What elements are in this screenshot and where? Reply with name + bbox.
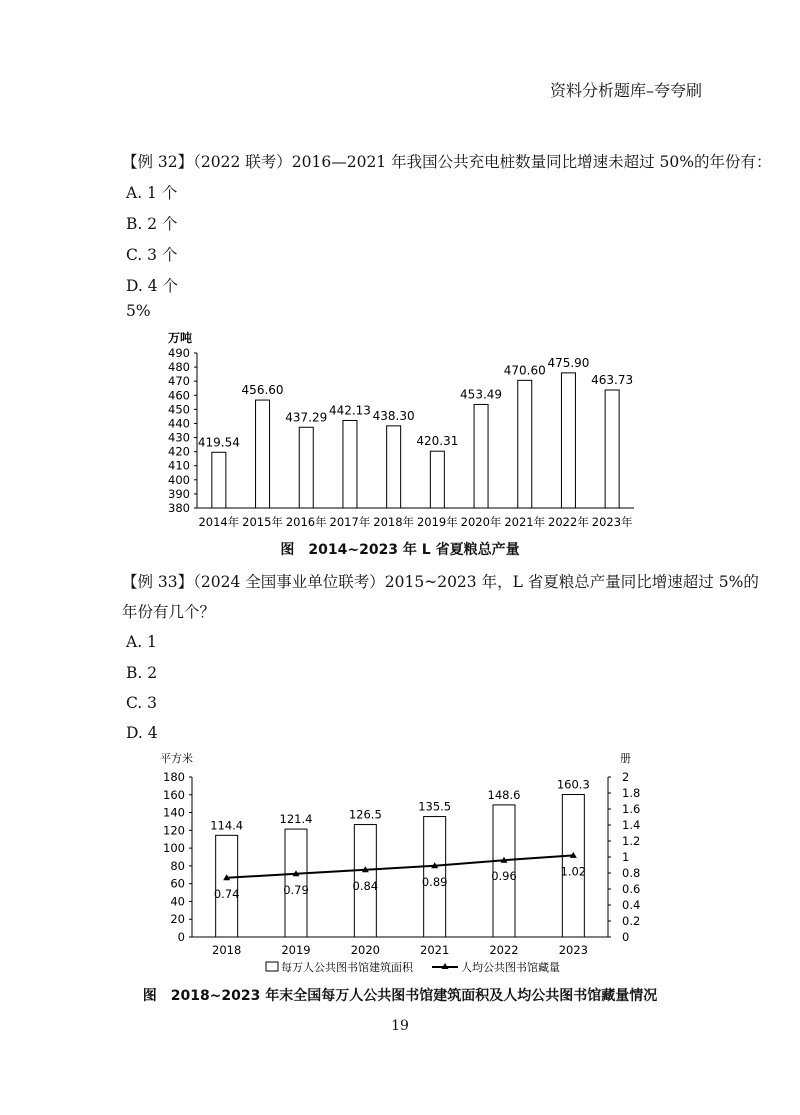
chart1-data-label: 470.60 [503,363,546,378]
chart1-x-tick-label: 2017年 [329,515,371,529]
chart1-bar [256,400,270,508]
chart2-right-tick-label: 1.6 [622,802,641,816]
q32-option-b: B. 2 个 [126,215,178,233]
chart1-x-tick-label: 2021年 [504,515,546,529]
chart2-left-tick-label: 180 [163,770,185,784]
chart2-right-tick-label: 0.2 [622,914,641,928]
chart1-data-label: 453.49 [460,387,503,402]
q32-note: 5% [126,302,151,320]
chart1-data-label: 420.31 [416,434,459,449]
chart2-x-tick-label: 2020 [350,943,380,957]
chart1-bar [605,390,619,508]
q32-option-d: D. 4 个 [126,277,179,295]
chart1-bar [561,373,575,508]
chart1-x-tick-label: 2016年 [285,515,327,529]
chart2-left-tick-label: 20 [170,912,185,927]
chart1-y-tick-label: 390 [168,486,190,501]
chart2-bar-label: 148.6 [487,787,521,802]
q33-stem-line1: 【例 33】（2024 全国事业单位联考）2015~2023 年，L 省夏粮总产量同比增速超过 5%的 [122,573,759,591]
chart1-x-tick-label: 2022年 [548,515,589,529]
chart1-y-tick-label: 460 [168,388,190,403]
chart2-x-tick-label: 2022 [489,943,519,957]
q32-stem: 【例 32】（2022 联考）2016—2021 年我国公共充电桩数量同比增速未超过 50%的年份有： [122,153,772,171]
chart1-bar [474,404,488,508]
chart2-left-tick-label: 40 [170,894,185,909]
chart2-bar-label: 126.5 [348,807,382,822]
chart1-bar [343,420,357,508]
chart1-y-tick-label: 450 [168,402,190,417]
q33-option-b: B. 2 [126,664,158,682]
chart2-x-tick-label: 2018 [212,943,242,957]
chart2-bar-label: 121.4 [279,812,313,827]
chart1-x-tick-label: 2019年 [416,515,458,529]
chart2-right-tick-label: 1.4 [622,818,641,832]
chart1-data-label: 437.29 [285,410,328,425]
q33-option-d: D. 4 [126,724,158,742]
chart2-bar-label: 160.3 [556,777,590,792]
chart1-x-tick-label: 2018年 [373,515,415,529]
chart2-left-tick-label: 120 [163,823,185,838]
chart1-bar [299,427,313,508]
chart1-data-label: 442.13 [328,403,371,418]
chart1-y-tick-label: 420 [168,444,190,459]
chart2-left-unit: 平方米 [160,752,193,765]
chart2-left-tick-label: 0 [177,930,185,944]
chart1-data-label: 419.54 [197,435,240,450]
q33-option-c: C. 3 [126,694,158,712]
library-combo-chart [0,745,800,985]
chart2-left-tick-label: 100 [163,841,185,856]
page-number: 19 [391,1018,409,1034]
chart1-data-label: 475.90 [547,355,590,370]
q32-option-c: C. 3 个 [126,246,178,264]
chart2-line-label: 0.96 [491,869,517,884]
chart1-bar [430,451,444,508]
chart1-caption: 图 2014~2023 年 L 省夏粮总产量 [280,542,520,558]
chart2-right-unit: 册 [620,752,631,765]
chart1-y-unit: 万吨 [168,331,193,345]
chart1-x-tick-label: 2015年 [242,515,283,529]
chart2-right-tick-label: 0.4 [622,898,641,912]
chart2-right-tick-label: 1.2 [622,834,641,848]
chart1-x-tick-label: 2020年 [460,515,502,529]
chart1-bar [212,452,226,508]
chart2-line-label: 0.79 [283,882,309,897]
chart1-y-tick-label: 380 [168,501,190,515]
chart2-legend-line-label: 人均公共图书馆藏量 [461,961,560,974]
chart1-x-tick-label: 2014年 [198,515,240,529]
chart2-legend-bar-swatch [266,962,278,971]
chart2-left-tick-label: 140 [163,805,185,820]
chart2-line-label: 0.84 [352,878,379,893]
chart2-bar-label: 114.4 [210,818,244,833]
chart1-y-tick-label: 470 [168,374,190,389]
chart2-left-tick-label: 60 [170,876,185,891]
chart1-bar [518,380,532,508]
chart2-right-tick-label: 2 [622,770,630,784]
page-header: 资料分析题库–夸夸刷 [549,81,702,100]
chart1-data-label: 463.73 [591,373,634,388]
chart1-y-tick-label: 400 [168,472,190,487]
chart2-left-tick-label: 160 [163,787,185,802]
chart1-y-tick-label: 410 [168,458,190,473]
chart2-line-label: 0.74 [213,886,240,901]
chart2-line-label: 0.89 [421,874,448,889]
chart1-y-tick-label: 490 [168,346,190,360]
chart2-line-label: 1.02 [560,864,587,879]
q33-option-a: A. 1 [126,633,157,651]
chart2-bar-label: 135.5 [418,799,452,814]
chart1-y-tick-label: 430 [168,430,190,445]
chart2-right-tick-label: 0 [622,930,630,944]
chart2-legend-bar-label: 每万人公共图书馆建筑面积 [281,961,413,974]
chart1-data-label: 438.30 [372,408,415,423]
chart2-right-tick-label: 0.8 [622,866,641,880]
chart1-bar [387,426,401,508]
chart2-x-tick-label: 2019 [281,943,311,957]
chart2-caption: 图 2018~2023 年末全国每万人公共图书馆建筑面积及人均公共图书馆藏量情况 [142,988,658,1004]
chart2-right-tick-label: 0.6 [622,882,641,896]
chart1-data-label: 456.60 [241,383,284,398]
chart2-x-tick-label: 2021 [420,943,450,957]
grain-output-bar-chart [0,325,800,545]
chart1-y-tick-label: 480 [168,360,190,375]
chart2-right-tick-label: 1 [622,850,630,864]
q33-stem-line2: 年份有几个？ [122,603,216,621]
chart1-y-tick-label: 440 [168,416,190,431]
chart1-x-tick-label: 2023年 [591,515,633,529]
chart2-right-tick-label: 1.8 [622,786,641,800]
chart2-left-tick-label: 80 [170,858,185,873]
q32-option-a: A. 1 个 [126,184,178,202]
chart2-line [227,855,574,877]
chart2-x-tick-label: 2023 [558,943,588,957]
